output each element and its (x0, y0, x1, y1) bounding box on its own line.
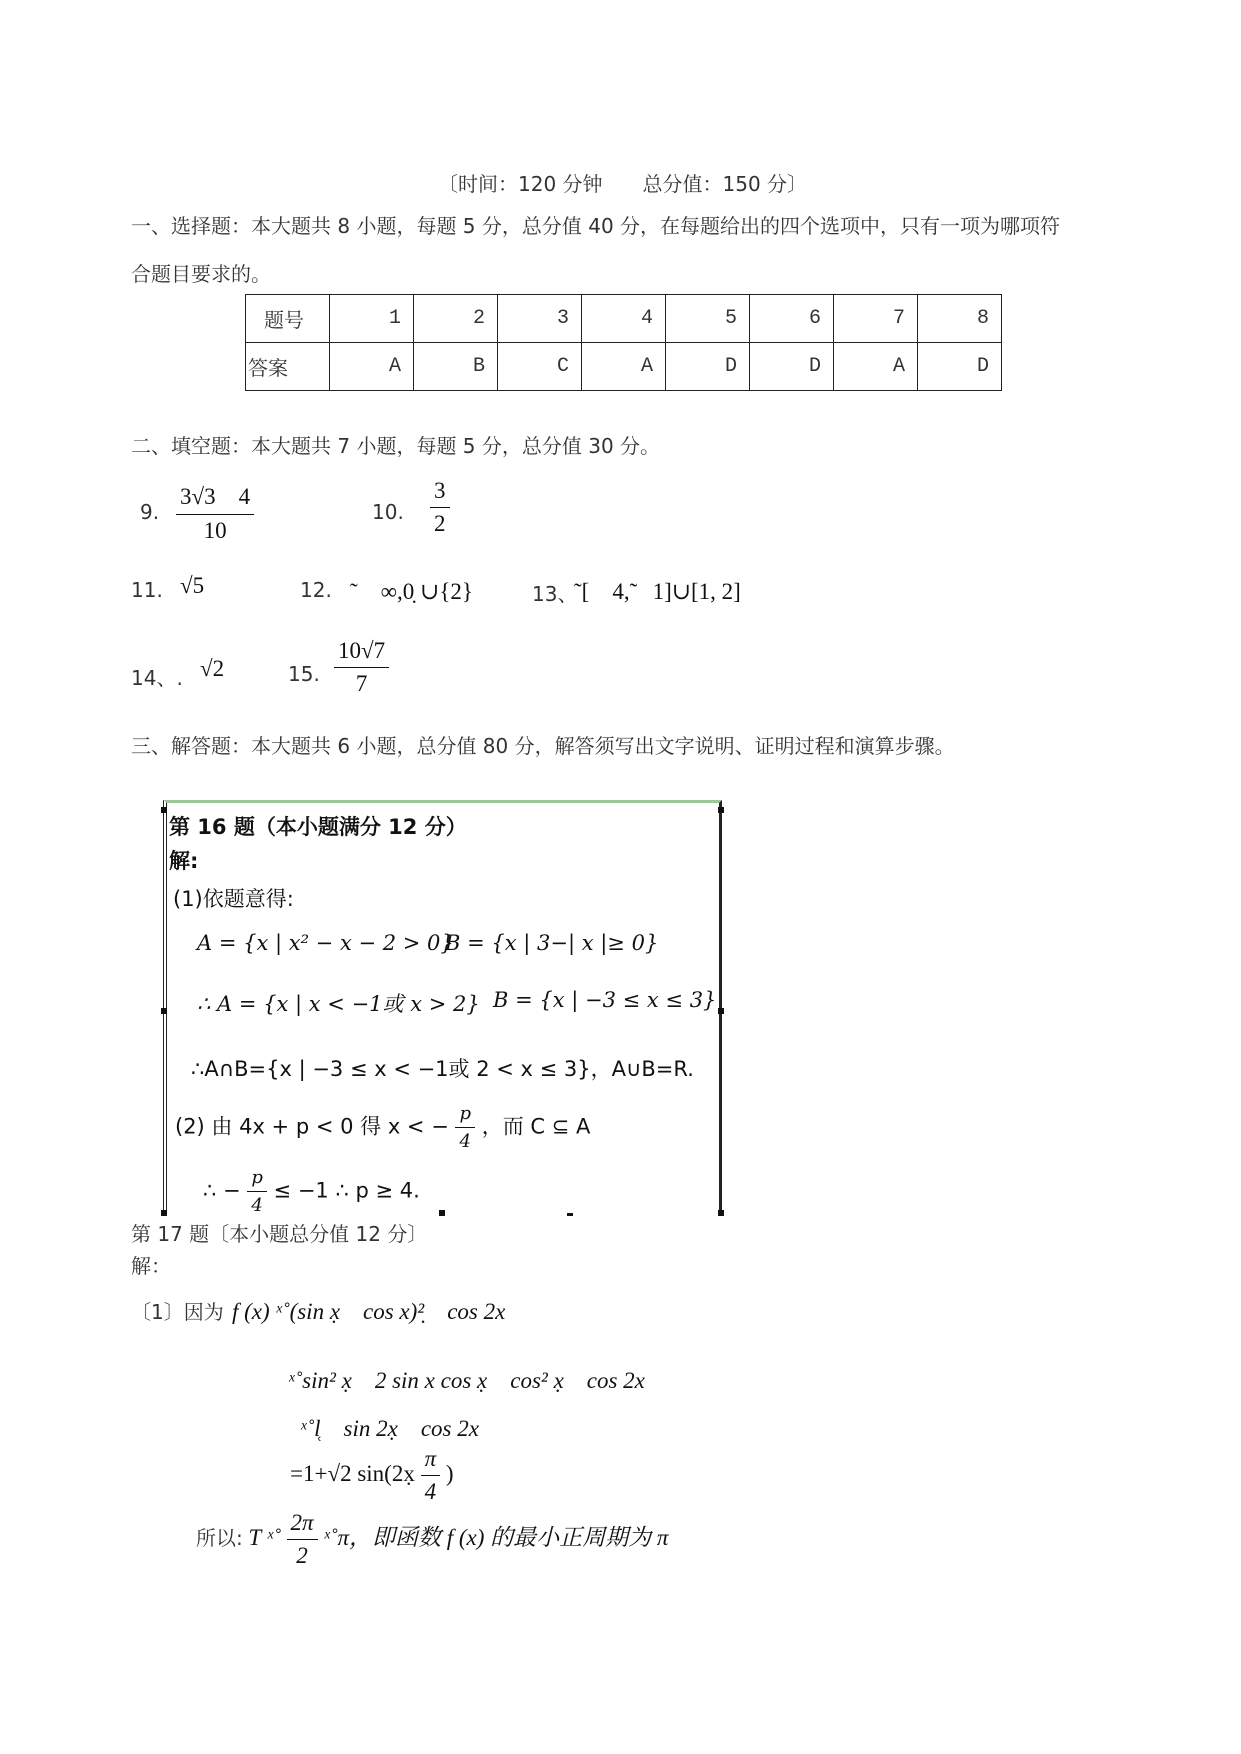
selection-handle (161, 1008, 167, 1014)
table-cell: 2 (414, 295, 498, 343)
table-header-cell: 答案 (246, 343, 330, 391)
q9-answer (176, 478, 254, 544)
q17-line5-tail: ˣ˚π，即函数 f (x) 的最小正周期为 π (323, 1524, 669, 1550)
q16-conclusion-tail: ≤ −1 ∴ p ≥ 4. (273, 1178, 420, 1203)
q17-line4-numerator: π (421, 1446, 441, 1476)
q11-answer: √5 (180, 573, 205, 598)
selection-handle (161, 1210, 167, 1216)
q10-numerator: 3 (430, 478, 450, 508)
q17-line4-tail: ) (445, 1460, 454, 1486)
q16-part2-denominator: 4 (459, 1131, 471, 1152)
q10-label: 10. (372, 500, 404, 524)
table-cell: D (666, 343, 750, 391)
table-cell: 7 (834, 295, 918, 343)
section3-title: 三、解答题：本大题共 6 小题，总分值 80 分，解答须写出文字说明、证明过程和演算步骤。 (131, 734, 955, 758)
q17-line2: ˣ˚sin² x̣ 2 sin x cos x̣ cos² x̣ cos 2x (288, 1368, 645, 1393)
table-row (246, 295, 1002, 343)
section2-title: 二、填空题：本大题共 7 小题，每题 5 分，总分值 30 分。 (131, 434, 661, 458)
q17-line1: f (x) ˣ˚(sin x̣ cos x)²̣ cos 2x (232, 1299, 506, 1324)
selection-handle (718, 807, 724, 813)
table-cell: A (582, 343, 666, 391)
table-cell: 3 (498, 295, 582, 343)
q16-conclusion-numerator: p (247, 1167, 267, 1192)
selection-handle (161, 807, 167, 813)
selection-handle (718, 1210, 724, 1216)
q16-part2-text: (2) 由 4x + p < 0 得 x < − (175, 1114, 449, 1139)
q16-conclusion (203, 1167, 420, 1216)
table-cell: D (750, 343, 834, 391)
q9-denominator: 10 (203, 518, 227, 543)
table-cell: 6 (750, 295, 834, 343)
table-cell: 4 (582, 295, 666, 343)
q13-label: 13、 (532, 582, 578, 606)
q16-part2-tail: ，而 C ⊆ A (481, 1114, 591, 1139)
q16-title: 第 16 题（本小题满分 12 分） (169, 815, 467, 839)
q12-label: 12. (300, 578, 332, 602)
table-cell: A (834, 343, 918, 391)
table-cell: B (414, 343, 498, 391)
answer-table (245, 294, 1002, 391)
q17-line3: ˣ˚l̜ sin 2x̣ cos 2x (300, 1416, 479, 1441)
q12-answer: ˜ ∞,0̣ ∪{2} (350, 579, 473, 604)
q16-conclusion-text: ∴ − (203, 1178, 241, 1203)
table-cell: 1 (330, 295, 414, 343)
q16-part1: (1)依题意得: (173, 887, 294, 911)
table-cell: D (918, 343, 1002, 391)
q16-answer-image (163, 800, 722, 1216)
q15-label: 15. (288, 662, 320, 686)
selection-handle (567, 1213, 573, 1216)
q16-part2 (175, 1103, 590, 1152)
q9-label: 9. (140, 500, 160, 524)
selection-handle (718, 1008, 724, 1014)
table-cell: C (498, 343, 582, 391)
q9-numerator: 3√3 4 (176, 478, 254, 515)
section1-line2: 合题目要求的。 (131, 262, 271, 286)
q16-jie: 解: (169, 849, 199, 873)
q14-answer: √2 (200, 656, 225, 681)
q15-answer (334, 638, 389, 697)
table-cell: 5 (666, 295, 750, 343)
selection-handle (439, 1210, 445, 1216)
q17-title: 第 17 题〔本小题总分值 12 分〕 (131, 1222, 428, 1246)
q14-label: 14、. (131, 666, 183, 690)
q17-line1-label: 〔1〕因为 (131, 1300, 224, 1324)
table-cell: 8 (918, 295, 1002, 343)
q17-line5-label: 所以: (196, 1525, 243, 1550)
q16-intersection: ∴A∩B={x | −3 ≤ x < −1或 2 < x ≤ 3}，A∪B=R. (191, 1057, 694, 1081)
q16-conclusion-denominator: 4 (251, 1195, 263, 1216)
section1-line1: 一、选择题：本大题共 8 小题，每题 5 分，总分值 40 分，在每题给出的四个选项中，只有一项为哪项符 (131, 214, 1061, 238)
q17-line4 (290, 1446, 454, 1505)
q17-line5 (196, 1510, 668, 1569)
q15-numerator: 10√7 (334, 638, 389, 668)
q16-set-b: B = {x | 3−| x |≥ 0} (445, 931, 659, 955)
q10-answer (430, 478, 450, 537)
q17-line5-numerator: 2π (287, 1510, 318, 1540)
q17-jie: 解： (131, 1254, 171, 1278)
q16-set-a: A = {x | x² − x − 2 > 0} (197, 931, 454, 955)
q17-line4-text: =1+√2 sin(2x̣ (290, 1460, 415, 1486)
q16-part2-numerator: p (455, 1103, 475, 1128)
q17-line5-period: T ˣ˚ (248, 1524, 281, 1550)
exam-header: 〔时间：120 分钟 总分值：150 分〕 (438, 172, 808, 196)
q10-denominator: 2 (434, 511, 446, 536)
q15-denominator: 7 (355, 671, 368, 696)
q11-label: 11. (131, 578, 163, 602)
q16-solution-b: B = {x | −3 ≤ x ≤ 3} (493, 988, 717, 1012)
q16-solution-a: ∴ A = {x | x < −1或 x > 2} (197, 992, 480, 1016)
table-cell: A (330, 343, 414, 391)
q17-line5-denominator: 2 (296, 1543, 308, 1568)
table-row (246, 343, 1002, 391)
q17-line4-denominator: 4 (424, 1479, 437, 1504)
q13-answer: ˜[ 4,̃ 1]∪[1, 2] (574, 579, 741, 604)
table-header-cell: 题号 (246, 295, 330, 343)
